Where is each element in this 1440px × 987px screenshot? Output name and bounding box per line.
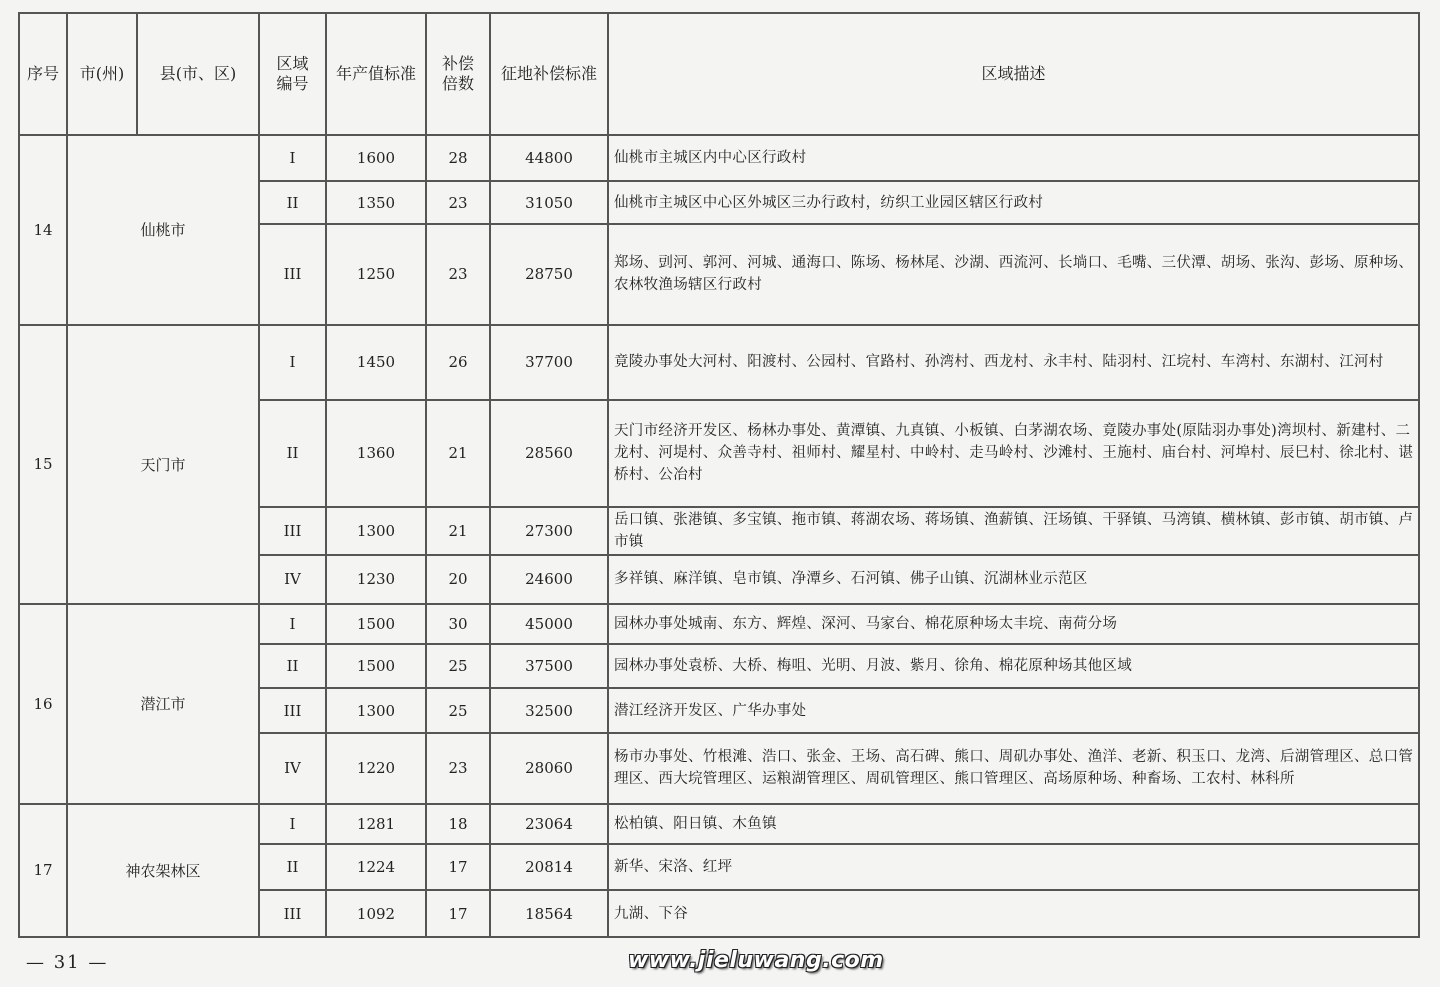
compensation-cell: 31050 xyxy=(490,181,608,223)
header-output: 年产值标准 xyxy=(326,13,426,135)
description-cell: 园林办事处袁桥、大桥、梅咀、光明、月波、紫月、徐角、棉花原种场其他区域 xyxy=(608,644,1419,688)
multiple-cell: 21 xyxy=(426,507,490,555)
multiple-cell: 23 xyxy=(426,224,490,325)
compensation-cell: 18564 xyxy=(490,890,608,937)
description-cell: 郑场、剅河、郭河、河城、通海口、陈场、杨林尾、沙湖、西流河、长埫口、毛嘴、三伏潭、胡场、张沟、彭场、原种场、农林牧渔场辖区行政村 xyxy=(608,224,1419,325)
multiple-cell: 25 xyxy=(426,644,490,688)
header-multiple: 补偿 倍数 xyxy=(426,13,490,135)
header-county: 县(市、区) xyxy=(137,13,259,135)
seq-cell: 14 xyxy=(19,135,67,325)
compensation-cell: 24600 xyxy=(490,555,608,603)
compensation-cell: 44800 xyxy=(490,135,608,181)
description-cell: 九湖、下谷 xyxy=(608,890,1419,937)
zone-cell: I xyxy=(259,604,326,644)
zone-cell: I xyxy=(259,135,326,181)
table-row xyxy=(19,804,1419,844)
compensation-cell: 28560 xyxy=(490,400,608,507)
header-zone: 区域 编号 xyxy=(259,13,326,135)
output-cell: 1600 xyxy=(326,135,426,181)
compensation-cell: 32500 xyxy=(490,688,608,732)
description-cell: 天门市经济开发区、杨林办事处、黄潭镇、九真镇、小板镇、白茅湖农场、竟陵办事处(原陆羽办事处)湾坝村、新建村、二龙村、河堤村、众善寺村、祖师村、耀星村、中岭村、走马岭村、沙滩村、王施村、庙台村、河埠村、辰巳村、徐北村、谌桥村、公冶村 xyxy=(608,400,1419,507)
multiple-cell: 18 xyxy=(426,804,490,844)
seq-cell: 16 xyxy=(19,604,67,804)
multiple-cell: 21 xyxy=(426,400,490,507)
zone-cell: III xyxy=(259,224,326,325)
output-cell: 1500 xyxy=(326,644,426,688)
header-city: 市(州) xyxy=(67,13,137,135)
zone-cell: IV xyxy=(259,733,326,804)
description-cell: 潜江经济开发区、广华办事处 xyxy=(608,688,1419,732)
compensation-cell: 45000 xyxy=(490,604,608,644)
header-compensation: 征地补偿标准 xyxy=(490,13,608,135)
description-cell: 仙桃市主城区中心区外城区三办行政村，纺织工业园区辖区行政村 xyxy=(608,181,1419,223)
multiple-cell: 25 xyxy=(426,688,490,732)
multiple-cell: 23 xyxy=(426,181,490,223)
table-row xyxy=(19,135,1419,181)
zone-cell: II xyxy=(259,644,326,688)
zone-cell: II xyxy=(259,844,326,890)
header-row xyxy=(19,13,1419,135)
multiple-cell: 20 xyxy=(426,555,490,603)
zone-cell: II xyxy=(259,400,326,507)
output-cell: 1300 xyxy=(326,507,426,555)
table-row xyxy=(19,604,1419,644)
multiple-cell: 17 xyxy=(426,890,490,937)
city-cell: 神农架林区 xyxy=(67,804,259,937)
output-cell: 1230 xyxy=(326,555,426,603)
seq-cell: 17 xyxy=(19,804,67,937)
multiple-cell: 23 xyxy=(426,733,490,804)
description-cell: 新华、宋洛、红坪 xyxy=(608,844,1419,890)
zone-cell: III xyxy=(259,890,326,937)
zone-cell: IV xyxy=(259,555,326,603)
output-cell: 1360 xyxy=(326,400,426,507)
city-cell: 仙桃市 xyxy=(67,135,259,325)
site-watermark: www.jieluwang.com xyxy=(628,948,884,973)
compensation-table-sheet xyxy=(18,12,1420,938)
output-cell: 1450 xyxy=(326,325,426,400)
compensation-cell: 28750 xyxy=(490,224,608,325)
zone-cell: II xyxy=(259,181,326,223)
seq-cell: 15 xyxy=(19,325,67,604)
city-cell: 天门市 xyxy=(67,325,259,604)
description-cell: 园林办事处城南、东方、辉煌、深河、马家台、棉花原种场太丰垸、南荷分场 xyxy=(608,604,1419,644)
output-cell: 1220 xyxy=(326,733,426,804)
description-cell: 多祥镇、麻洋镇、皂市镇、净潭乡、石河镇、佛子山镇、沉湖林业示范区 xyxy=(608,555,1419,603)
output-cell: 1224 xyxy=(326,844,426,890)
multiple-cell: 28 xyxy=(426,135,490,181)
compensation-cell: 20814 xyxy=(490,844,608,890)
description-cell: 杨市办事处、竹根滩、浩口、张金、王场、高石碑、熊口、周矶办事处、渔洋、老新、积玉口、龙湾、后湖管理区、总口管理区、西大垸管理区、运粮湖管理区、周矶管理区、熊口管理区、高场原种场、种畜场、工农村、林科所 xyxy=(608,733,1419,804)
compensation-cell: 37500 xyxy=(490,644,608,688)
multiple-cell: 30 xyxy=(426,604,490,644)
output-cell: 1500 xyxy=(326,604,426,644)
compensation-cell: 28060 xyxy=(490,733,608,804)
description-cell: 松柏镇、阳日镇、木鱼镇 xyxy=(608,804,1419,844)
description-cell: 仙桃市主城区内中心区行政村 xyxy=(608,135,1419,181)
city-cell: 潜江市 xyxy=(67,604,259,804)
output-cell: 1300 xyxy=(326,688,426,732)
zone-cell: III xyxy=(259,507,326,555)
compensation-cell: 27300 xyxy=(490,507,608,555)
table-row xyxy=(19,325,1419,400)
output-cell: 1281 xyxy=(326,804,426,844)
zone-cell: III xyxy=(259,688,326,732)
page-number: — 31 — xyxy=(26,952,109,973)
compensation-cell: 23064 xyxy=(490,804,608,844)
header-seq: 序号 xyxy=(19,13,67,135)
multiple-cell: 26 xyxy=(426,325,490,400)
header-description: 区域描述 xyxy=(608,13,1419,135)
output-cell: 1092 xyxy=(326,890,426,937)
output-cell: 1250 xyxy=(326,224,426,325)
compensation-cell: 37700 xyxy=(490,325,608,400)
zone-cell: I xyxy=(259,804,326,844)
compensation-table xyxy=(18,12,1420,938)
multiple-cell: 17 xyxy=(426,844,490,890)
zone-cell: I xyxy=(259,325,326,400)
output-cell: 1350 xyxy=(326,181,426,223)
description-cell: 竟陵办事处大河村、阳渡村、公园村、官路村、孙湾村、西龙村、永丰村、陆羽村、江垸村、车湾村、东湖村、江河村 xyxy=(608,325,1419,400)
description-cell: 岳口镇、张港镇、多宝镇、拖市镇、蒋湖农场、蒋场镇、渔薪镇、汪场镇、干驿镇、马湾镇、横林镇、彭市镇、胡市镇、卢市镇 xyxy=(608,507,1419,555)
